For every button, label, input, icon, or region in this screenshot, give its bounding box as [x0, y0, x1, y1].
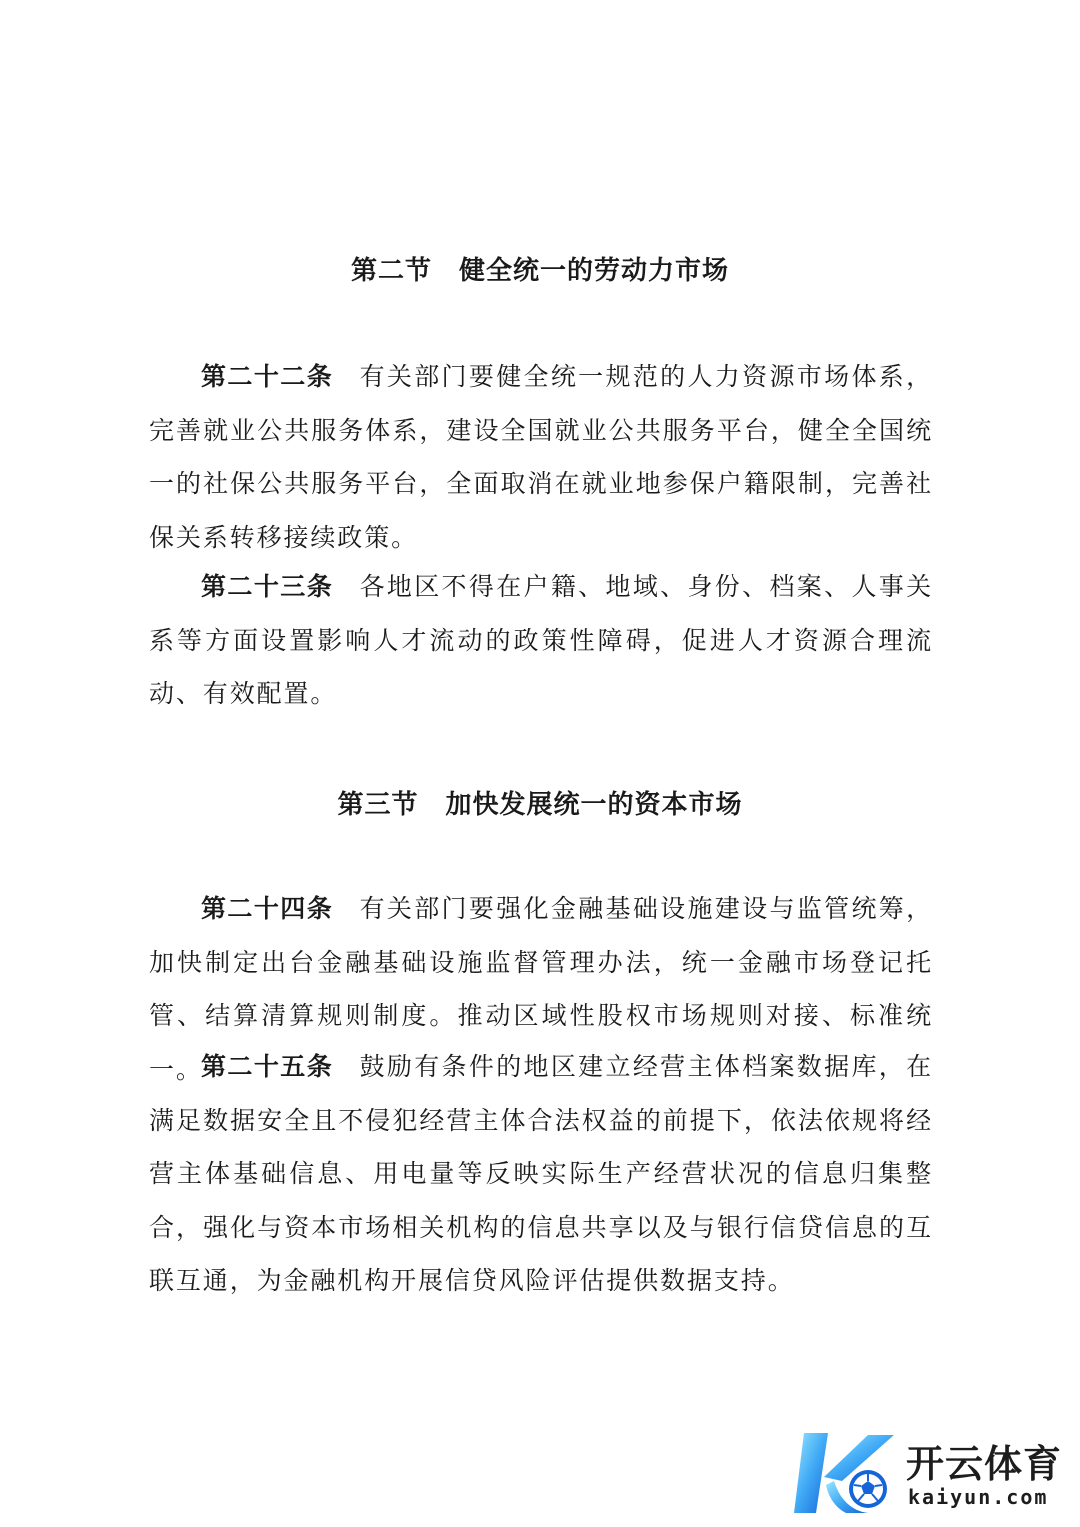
article-text: 有关部门要强化金融基础设施建设与监管统筹，加快制定出台金融基础设施监督管理办法，统一金融市场登记托管、结算清算规则制度。推动区域性股权市场规则对接、标准统一。	[149, 894, 933, 1084]
article-text: 鼓励有条件的地区建立经营主体档案数据库，在满足数据安全且不侵犯经营主体合法权益的前提下，依法依规将经营主体基础信息、用电量等反映实际生产经营状况的信息归集整合，强化与资本市场相关机构的信息共享以及与银行信贷信息的互联互通，为金融机构开展信贷风险评估提供数据支持。	[149, 1052, 933, 1295]
kaiyun-logo-icon	[790, 1425, 900, 1520]
article-label: 第二十五条	[201, 1052, 334, 1081]
section-title: 第二节 健全统一的劳动力市场	[350, 256, 729, 286]
kaiyun-logo-url: kaiyun.com	[908, 1485, 1049, 1509]
article-text: 有关部门要健全统一规范的人力资源市场体系，完善就业公共服务体系，建设全国就业公共服务平台，健全全国统一的社保公共服务平台，全面取消在就业地参保户籍限制，完善社保关系转移接续政策。	[149, 362, 933, 552]
kaiyun-watermark-logo	[790, 1425, 1080, 1520]
article-text: 各地区不得在户籍、地域、身份、档案、人事关系等方面设置影响人才流动的政策性障碍，促进人才资源合理流动、有效配置。	[149, 572, 933, 708]
article-label: 第二十四条	[201, 894, 334, 923]
article-25	[149, 1040, 933, 1308]
article-label: 第二十二条	[201, 362, 334, 391]
article-22	[149, 350, 933, 564]
article-23	[149, 560, 933, 721]
section-title: 第三节 加快发展统一的资本市场	[337, 790, 743, 820]
article-label: 第二十三条	[201, 572, 334, 601]
kaiyun-logo-text: 开云体育	[906, 1442, 1063, 1486]
